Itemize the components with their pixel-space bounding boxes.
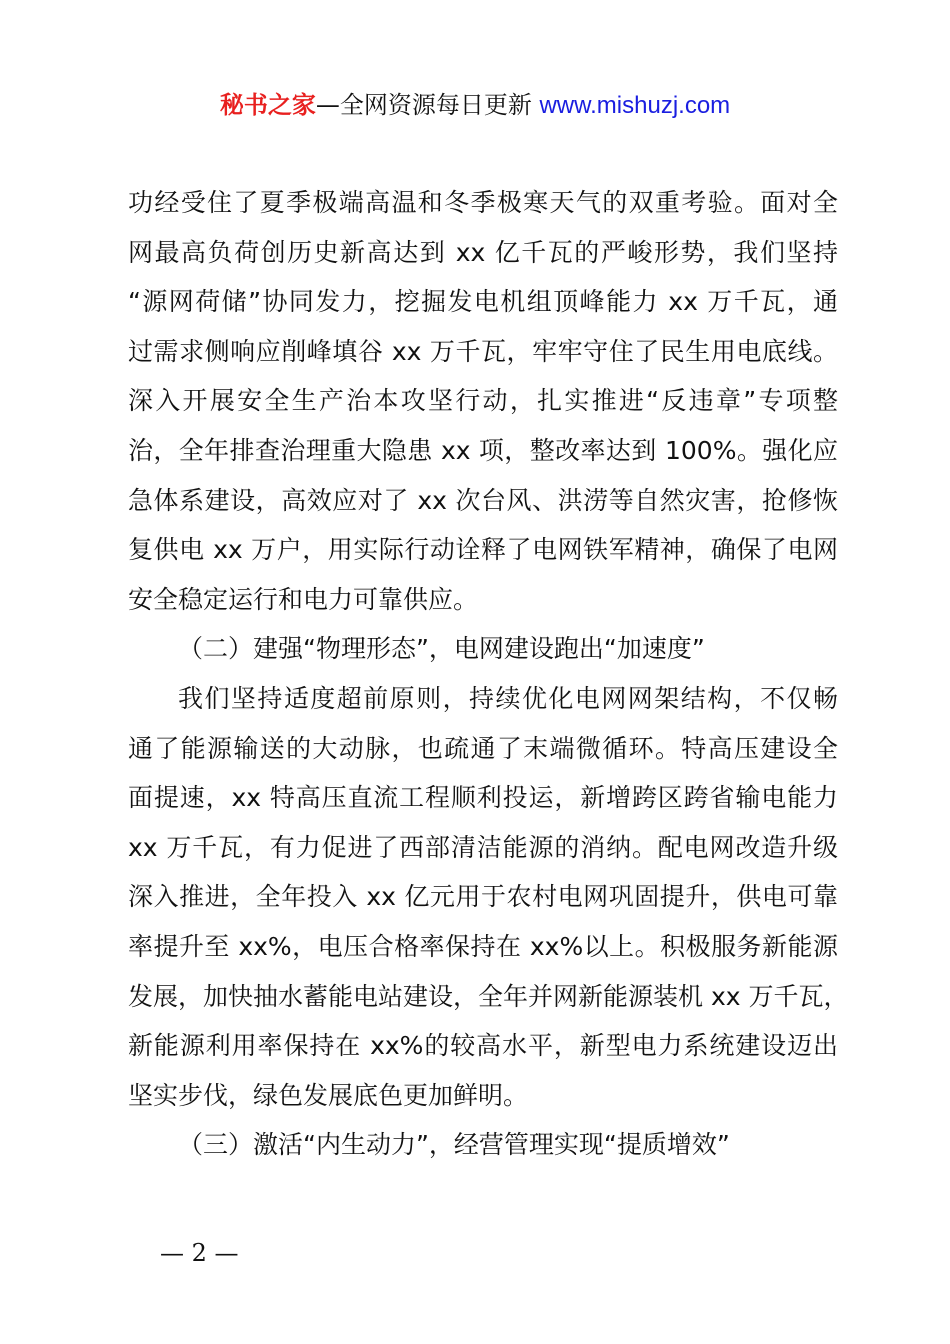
text-line: 治，全年排查治理重大隐患 xx 项，整改率达到 100%。强化应: [128, 435, 838, 465]
text-line: 深入开展安全生产治本攻坚行动，扎实推进“反违章”专项整: [128, 386, 838, 416]
text-line: “源网荷储”协同发力，挖掘发电机组顶峰能力 xx 万千瓦，通: [128, 287, 838, 317]
text-line: 复供电 xx 万户，用实际行动诠释了电网铁军精神，确保了电网: [128, 535, 838, 565]
text-line: 安全稳定运行和电力可靠供应。: [128, 584, 479, 614]
header-tagline: —全网资源每日更新: [315, 91, 540, 119]
page-number: — 2 —: [160, 1239, 239, 1267]
text-line: 网最高负荷创历史新高达到 xx 亿千瓦的严峻形势，我们坚持: [128, 237, 838, 267]
text-line: 坚实步伐，绿色发展底色更加鲜明。: [128, 1080, 529, 1110]
text-line: 面提速，xx 特高压直流工程顺利投运，新增跨区跨省输电能力: [128, 783, 838, 813]
paragraph-first-line: 我们坚持适度超前原则，持续优化电网网架结构，不仅畅: [178, 683, 838, 713]
site-header: [0, 88, 950, 123]
text-line: 通了能源输送的大动脉，也疏通了末端微循环。特高压建设全: [128, 733, 838, 763]
brand-name: 秘书之家: [219, 91, 316, 119]
site-url[interactable]: www.mishuzj.com: [539, 92, 731, 119]
text-line: 过需求侧响应削峰填谷 xx 万千瓦，牢牢守住了民生用电底线。: [128, 336, 838, 366]
text-line: 新能源利用率保持在 xx%的较高水平，新型电力系统建设迈出: [128, 1031, 838, 1061]
document-body: [128, 178, 849, 1170]
section-heading: （三）激活“内生动力”，经营管理实现“提质增效”: [178, 1130, 730, 1160]
text-line: 急体系建设，高效应对了 xx 次台风、洪涝等自然灾害，抢修恢: [128, 485, 838, 515]
text-line: xx 万千瓦，有力促进了西部清洁能源的消纳。配电网改造升级: [128, 832, 838, 862]
section-heading: （二）建强“物理形态”，电网建设跑出“加速度”: [178, 634, 705, 664]
text-line: 功经受住了夏季极端高温和冬季极寒天气的双重考验。面对全: [128, 188, 838, 217]
text-line: 率提升至 xx%，电压合格率保持在 xx%以上。积极服务新能源: [128, 931, 838, 961]
text-line: 发展，加快抽水蓄能电站建设，全年并网新能源装机 xx 万千瓦，: [128, 981, 849, 1011]
text-line: 深入推进，全年投入 xx 亿元用于农村电网巩固提升，供电可靠: [128, 882, 838, 912]
